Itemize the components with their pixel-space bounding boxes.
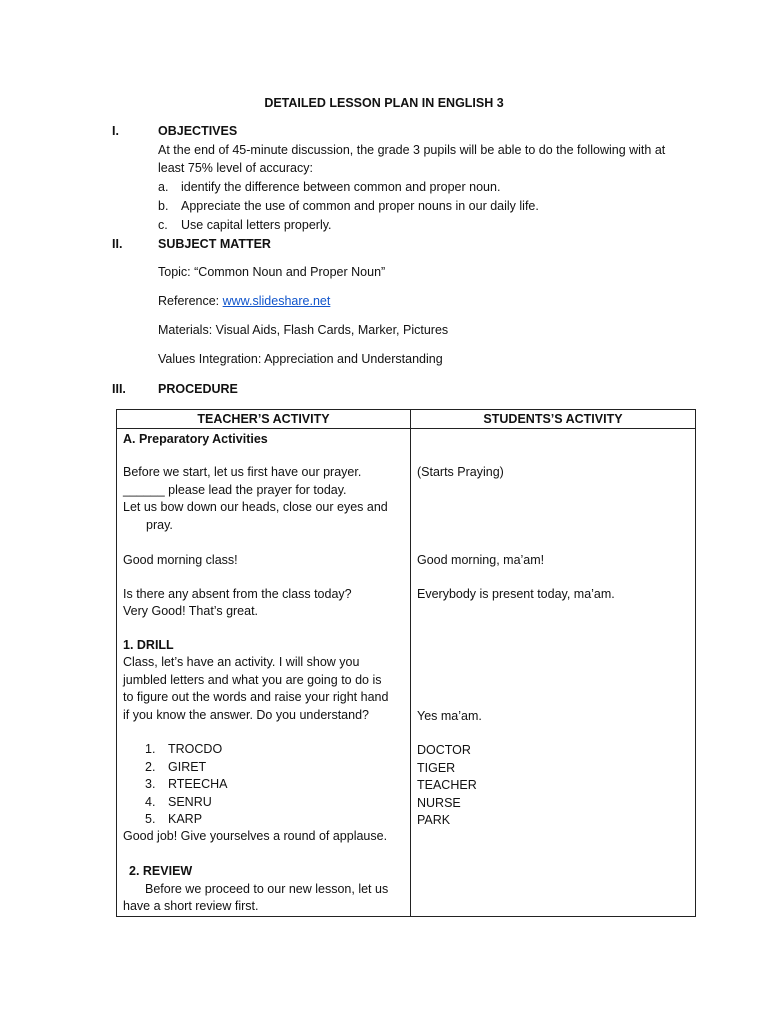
answer-4: NURSE <box>417 796 461 810</box>
prayer-line-3: Let us bow down our heads, close our eyes and <box>123 500 388 514</box>
teacher-activity-header: TEACHER’S ACTIVITY <box>117 410 411 429</box>
review-heading: 2. REVIEW <box>129 864 193 878</box>
procedure-heading: PROCEDURE <box>158 382 238 396</box>
jumbled-word-1: TROCDO <box>168 742 223 756</box>
student-praying: (Starts Praying) <box>417 465 504 479</box>
procedure-numeral: III. <box>112 382 126 396</box>
prayer-line-1: Before we start, let us first have our prayer. <box>123 465 362 479</box>
jumbled-num-5: 5. <box>145 812 156 826</box>
drill-heading: 1. DRILL <box>123 638 174 652</box>
values-line: Values Integration: Appreciation and Understanding <box>158 352 443 366</box>
student-yes: Yes ma’am. <box>417 709 482 723</box>
topic-line: Topic: “Common Noun and Proper Noun” <box>158 265 386 279</box>
jumbled-word-2: GIRET <box>168 760 207 774</box>
reference-link[interactable]: www.slideshare.net <box>222 294 331 308</box>
students-activity-header: STUDENTS’S ACTIVITY <box>411 410 696 429</box>
objective-a-text: identify the difference between common and proper noun. <box>181 180 501 194</box>
students-activity-cell <box>411 429 696 917</box>
teacher-activity-cell <box>117 429 411 917</box>
subject-matter-numeral: II. <box>112 237 123 251</box>
student-present: Everybody is present today, ma’am. <box>417 587 615 601</box>
jumbled-num-2: 2. <box>145 760 156 774</box>
drill-text-1: Class, let’s have an activity. I will show you <box>123 655 360 669</box>
activity-table <box>116 409 696 917</box>
absent-line-2: Very Good! That’s great. <box>123 604 259 618</box>
answer-3: TEACHER <box>417 778 477 792</box>
student-greeting: Good morning, ma’am! <box>417 553 545 567</box>
jumbled-num-4: 4. <box>145 795 156 809</box>
review-text-2: have a short review first. <box>123 899 259 913</box>
objectives-heading: OBJECTIVES <box>158 124 238 138</box>
answer-2: TIGER <box>417 761 456 775</box>
drill-text-3: to figure out the words and raise your right hand <box>123 690 389 704</box>
objective-b-text: Appreciate the use of common and proper nouns in our daily life. <box>181 199 539 213</box>
jumbled-num-1: 1. <box>145 742 156 756</box>
objective-c-text: Use capital letters properly. <box>181 218 332 232</box>
jumbled-num-3: 3. <box>145 777 156 791</box>
subject-matter-heading: SUBJECT MATTER <box>158 237 271 251</box>
teacher-greeting: Good morning class! <box>123 553 238 567</box>
jumbled-word-4: SENRU <box>168 795 212 809</box>
materials-line: Materials: Visual Aids, Flash Cards, Marker, Pictures <box>158 323 449 337</box>
objectives-intro: At the end of 45-minute discussion, the grade 3 pupils will be able to do the following with at least 75% level of accuracy: <box>158 143 666 175</box>
absent-line-1: Is there any absent from the class today? <box>123 587 352 601</box>
answer-5: PARK <box>417 813 451 827</box>
jumbled-word-5: KARP <box>168 812 203 826</box>
prayer-line-2: ______ please lead the prayer for today. <box>123 483 347 497</box>
objective-b-letter: b. <box>158 199 169 213</box>
objective-c-letter: c. <box>158 218 168 232</box>
good-job-line: Good job! Give yourselves a round of applause. <box>123 829 388 843</box>
section-a-heading: A. Preparatory Activities <box>123 432 268 446</box>
prayer-line-4: pray. <box>146 518 173 532</box>
jumbled-word-3: RTEECHA <box>168 777 228 791</box>
table-row <box>117 429 696 917</box>
objective-a-letter: a. <box>158 180 169 194</box>
review-text-1: Before we proceed to our new lesson, let us <box>145 882 389 896</box>
answer-1: DOCTOR <box>417 743 471 757</box>
reference-line <box>158 294 330 308</box>
objectives-numeral: I. <box>112 124 119 138</box>
document-title: DETAILED LESSON PLAN IN ENGLISH 3 <box>264 96 504 110</box>
drill-text-4: if you know the answer. Do you understand? <box>123 708 369 722</box>
table-header-row <box>117 410 696 429</box>
reference-label: Reference: <box>158 294 223 308</box>
drill-text-2: jumbled letters and what you are going to do is <box>123 673 382 687</box>
